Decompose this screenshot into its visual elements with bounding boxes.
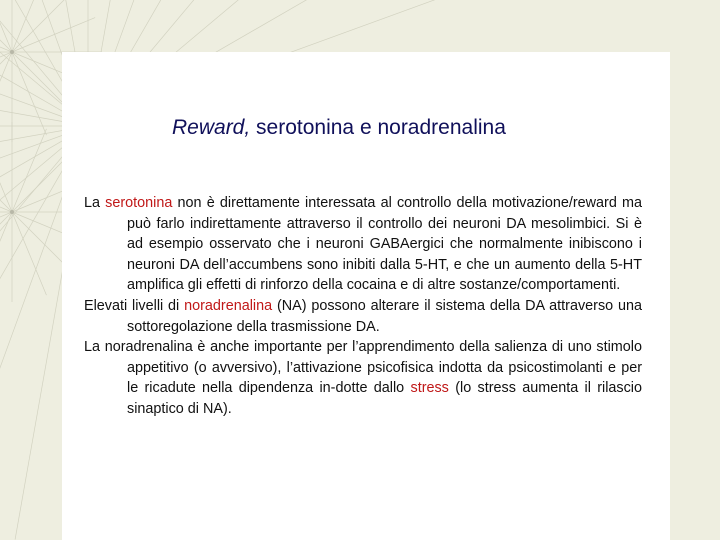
title-text: serotonina e noradrenalina xyxy=(250,116,506,139)
paragraph-text: (lo stress aumenta il rilascio sinaptico di NA). xyxy=(127,380,642,417)
paragraph-lead: La xyxy=(84,195,106,211)
paragraph-lead: Elevati livelli di xyxy=(84,297,185,314)
paragraph-noradrenalina xyxy=(84,296,642,337)
highlight-term: stress xyxy=(410,380,449,397)
slide-title xyxy=(172,116,672,140)
slide-body xyxy=(84,193,642,420)
paragraph-stress xyxy=(84,337,642,419)
paragraph-text: (NA) possono alterare il sistema della DA attraverso una sottoregolazione della trasmissione DA. xyxy=(127,297,642,335)
paragraph-serotonina xyxy=(84,193,642,296)
title-italic-part: Reward, xyxy=(172,116,251,139)
paragraph-lead: La noradrenalina è anche importante per l’apprendimento della salienza di uno stimolo appetitivo (o avversivo), l’attivazione psicofisica indotta da psicostimolanti e per le ricadute nella dipendenza in-dotte dallo xyxy=(84,339,642,397)
highlight-term: serotonina xyxy=(105,195,173,211)
paragraph-text: non è direttamente interessata al controllo della motivazione/reward ma può farlo indirettamente attraverso il controllo dei neuroni DA mesolimbici. Si è ad esempio osservato che i neuroni GABAergici che normalmente inibiscono i neuroni DA dell’accumbens sono inibiti dalla 5-HT, e che un aumento della 5-HT amplifica gli effetti di rinforzo della cocaina e di altre sostanze/comportamenti. xyxy=(127,195,642,294)
highlight-term: noradrenalina xyxy=(184,297,273,314)
